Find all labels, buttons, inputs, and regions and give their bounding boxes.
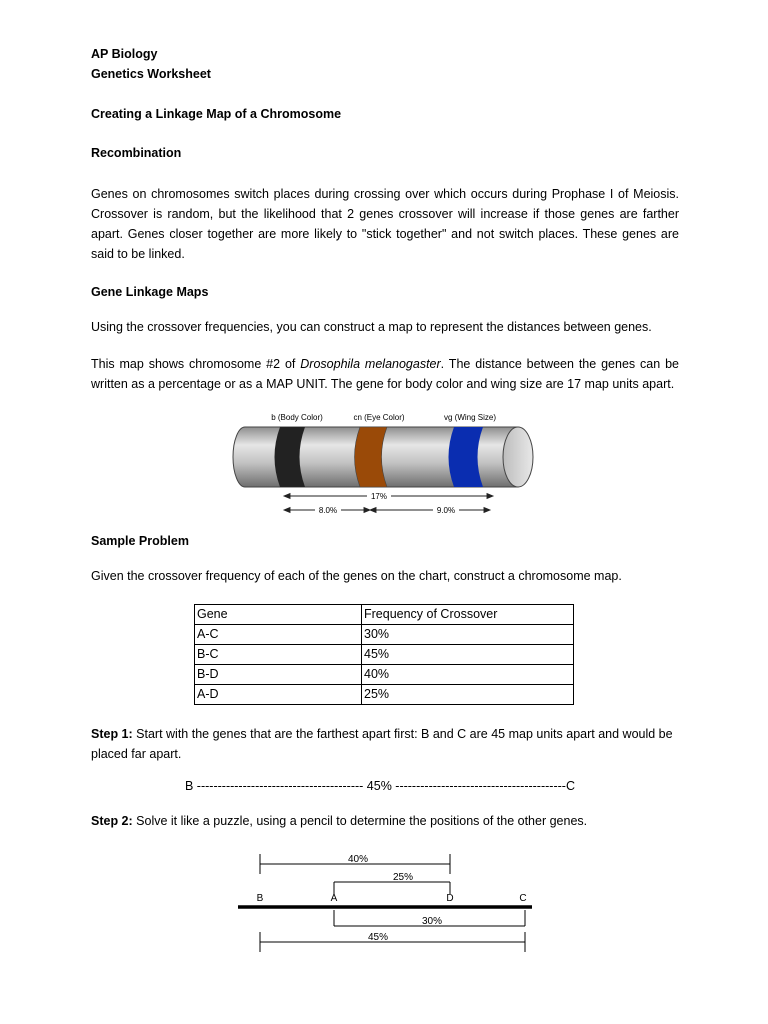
table-cell-frequency: 45% <box>362 645 574 665</box>
gene-marker-d: D <box>446 893 454 904</box>
species-name: Drosophila melanogaster <box>300 357 441 371</box>
label-25: 25% <box>392 872 414 883</box>
distance-b-cn-label: 8.0% <box>318 506 338 515</box>
gene-label-vg: vg (Wing Size) <box>443 413 497 422</box>
table-cell-frequency: 40% <box>362 665 574 685</box>
step1-label: Step 1: <box>91 727 133 741</box>
step1-map-line: B ---------------------------------------- 45% -----------------------------------------C <box>185 779 575 793</box>
table-row <box>195 665 574 685</box>
gene-label-cn: cn (Eye Color) <box>353 413 405 422</box>
table-header-gene: Gene <box>195 605 362 625</box>
table-header-frequency: Frequency of Crossover <box>362 605 574 625</box>
table-cell-gene: B-C <box>195 645 362 665</box>
description-start: This map shows chromosome #2 of <box>91 357 301 371</box>
distance-arrows <box>284 494 493 513</box>
bracket-lines <box>260 854 525 952</box>
recombination-heading: Recombination <box>91 146 182 160</box>
linkage-maps-heading: Gene Linkage Maps <box>91 285 209 299</box>
step2-label: Step 2: <box>91 814 133 828</box>
gene-marker-a: A <box>330 893 338 904</box>
crossover-table <box>194 604 574 705</box>
step2-paragraph <box>91 814 587 828</box>
distance-total-label: 17% <box>370 492 388 501</box>
chromosome-cap <box>503 427 533 487</box>
table-header-row <box>195 605 574 625</box>
sample-instruction: Given the crossover frequency of each of the genes on the chart, construct a chromosome map. <box>91 569 622 583</box>
label-45: 45% <box>367 932 389 943</box>
table-cell-frequency: 30% <box>362 625 574 645</box>
table-cell-frequency: 25% <box>362 685 574 705</box>
gene-marker-c: C <box>519 893 527 904</box>
linkage-maps-paragraph: Using the crossover frequencies, you can construct a map to represent the distances between genes. <box>91 320 652 334</box>
chromosome-figure <box>225 405 545 520</box>
distance-cn-vg-label: 9.0% <box>436 506 456 515</box>
table-row <box>195 645 574 665</box>
gene-label-b: b (Body Color) <box>271 413 323 422</box>
sample-heading: Sample Problem <box>91 534 189 548</box>
gene-marker-b: B <box>256 893 264 904</box>
table-cell-gene: A-D <box>195 685 362 705</box>
table-cell-gene: A-C <box>195 625 362 645</box>
table-row <box>195 685 574 705</box>
step1-paragraph <box>91 724 679 764</box>
chromosome-description <box>91 354 679 394</box>
label-40: 40% <box>347 854 369 865</box>
recombination-paragraph: Genes on chromosomes switch places during crossing over which occurs during Prophase I of Meiosis. Crossover is random, but the likelihood that 2 genes crossover will increase if those genes are farther apart. Genes closer together are more likely to "stick together" and not switch places. These genes are said to be linked. <box>91 187 679 261</box>
label-30: 30% <box>421 916 443 927</box>
course-title: AP Biology <box>91 47 158 61</box>
puzzle-figure <box>230 848 540 956</box>
description-end: . The distance between the genes can be written as a percentage or as a MAP UNIT. The gene for body color and wing size are 17 map units apart. <box>91 357 679 391</box>
table-row <box>195 625 574 645</box>
table-cell-gene: B-D <box>195 665 362 685</box>
worksheet-title: Genetics Worksheet <box>91 67 211 81</box>
step1-text: Start with the genes that are the farthest apart first: B and C are 45 map units apart and would be placed far apart. <box>91 727 673 761</box>
page-title: Creating a Linkage Map of a Chromosome <box>91 107 342 121</box>
step2-text: Solve it like a puzzle, using a pencil to determine the positions of the other genes. <box>132 814 588 828</box>
